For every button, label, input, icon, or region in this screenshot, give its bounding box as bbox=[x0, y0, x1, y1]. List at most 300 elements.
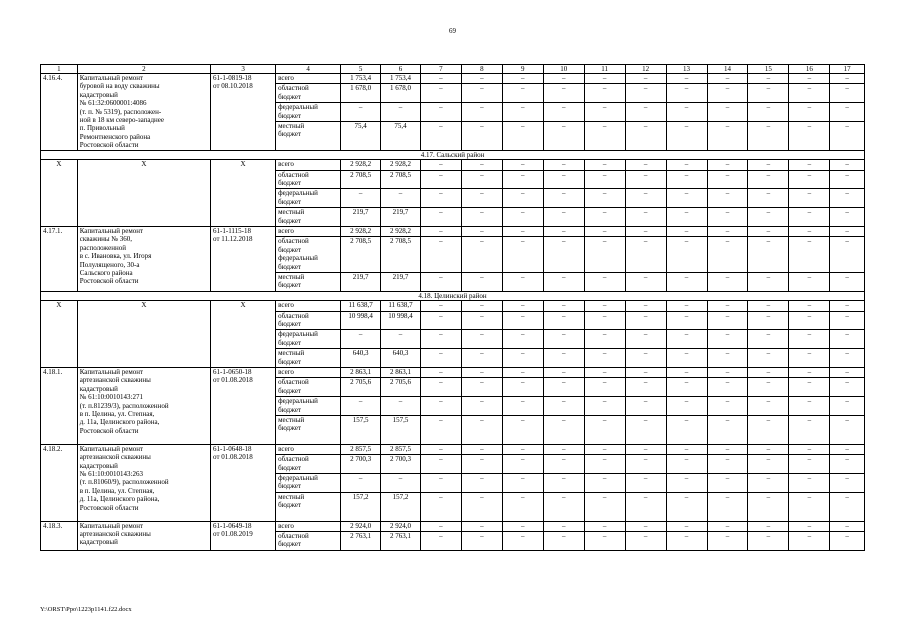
value-col-17: – bbox=[830, 349, 865, 368]
value-col-12: – bbox=[625, 473, 666, 492]
registration-number bbox=[211, 74, 276, 151]
value-col-6: 640,3 bbox=[381, 349, 421, 368]
value-col-11: – bbox=[584, 170, 625, 189]
value-col-17: – bbox=[830, 170, 865, 189]
value-col-14: – bbox=[707, 311, 748, 330]
description-line: Ростовской области bbox=[79, 277, 139, 286]
description-line: в п. Целина, ул. Степная, bbox=[79, 409, 155, 418]
value-col-13: – bbox=[666, 492, 707, 521]
value-col-9: – bbox=[502, 444, 543, 454]
value-col-15: – bbox=[748, 226, 789, 236]
value-col-13: – bbox=[666, 226, 707, 236]
value-col-17: – bbox=[830, 367, 865, 377]
value-col-9: – bbox=[502, 272, 543, 291]
registration-line: Х bbox=[240, 301, 246, 310]
value-col-8: – bbox=[461, 301, 502, 311]
value-col-14: – bbox=[707, 301, 748, 311]
funding-source-line: федеральный bbox=[278, 473, 318, 482]
value-col-5: 2 700,3 bbox=[341, 455, 381, 474]
value-col-12: – bbox=[625, 311, 666, 330]
value-col-6: – bbox=[381, 473, 421, 492]
funding-source-line: федеральный bbox=[278, 103, 318, 112]
value-col-11: – bbox=[584, 330, 625, 349]
column-header-5: 5 bbox=[341, 65, 381, 74]
value-col-10: – bbox=[543, 84, 584, 103]
value-col-16: – bbox=[789, 521, 830, 531]
value-col-10: – bbox=[543, 415, 584, 444]
value-col-6: 11 638,7 bbox=[381, 301, 421, 311]
funding-source-line: федеральный bbox=[278, 189, 318, 198]
column-header-6: 6 bbox=[381, 65, 421, 74]
value-col-11: – bbox=[584, 103, 625, 122]
description-line: кадастровый bbox=[79, 384, 118, 393]
value-col-8: – bbox=[461, 378, 502, 397]
funding-source-line: областной bbox=[278, 84, 309, 93]
item-number: 4.17.1. bbox=[41, 226, 78, 291]
value-col-10: – bbox=[543, 74, 584, 84]
column-number-row bbox=[41, 65, 865, 74]
value-col-8: – bbox=[461, 74, 502, 84]
value-col-12: – bbox=[625, 208, 666, 227]
value-col-7: – bbox=[420, 492, 461, 521]
funding-source-line: бюджет bbox=[278, 338, 302, 347]
funding-source bbox=[276, 521, 341, 531]
value-col-10: – bbox=[543, 531, 584, 550]
description-line: № 61:10:0010143:263 bbox=[79, 469, 143, 478]
value-col-13: – bbox=[666, 397, 707, 416]
description-line: кадастровый bbox=[79, 461, 118, 470]
funding-source-line: областной bbox=[278, 378, 309, 387]
value-col-15: – bbox=[748, 84, 789, 103]
value-col-16: – bbox=[789, 208, 830, 227]
funding-source-line: местный bbox=[278, 272, 305, 281]
column-header-1: 1 bbox=[41, 65, 78, 74]
funding-source-line: всего bbox=[278, 301, 294, 310]
value-col-12: – bbox=[625, 330, 666, 349]
value-col-16: – bbox=[789, 189, 830, 208]
column-header-15: 15 bbox=[748, 65, 789, 74]
value-col-5: – bbox=[341, 189, 381, 208]
value-col-8: – bbox=[461, 415, 502, 444]
registration-line: от 08.10.2018 bbox=[213, 82, 253, 91]
value-col-17: – bbox=[830, 473, 865, 492]
value-col-11: – bbox=[584, 521, 625, 531]
value-col-13: – bbox=[666, 531, 707, 550]
value-col-9: – bbox=[502, 473, 543, 492]
value-col-5: – bbox=[341, 397, 381, 416]
value-col-5: 640,3 bbox=[341, 349, 381, 368]
value-col-15: – bbox=[748, 349, 789, 368]
value-col-16: – bbox=[789, 397, 830, 416]
value-col-12: – bbox=[625, 237, 666, 273]
value-col-14: – bbox=[707, 208, 748, 227]
funding-source-line: областной bbox=[278, 455, 309, 464]
value-col-8: – bbox=[461, 272, 502, 291]
table-row bbox=[41, 160, 865, 170]
funding-source-line: всего bbox=[278, 226, 294, 235]
value-col-16: – bbox=[789, 415, 830, 444]
funding-source-line: бюджет bbox=[278, 197, 302, 206]
registration-number bbox=[211, 226, 276, 291]
value-col-8: – bbox=[461, 84, 502, 103]
value-col-6: – bbox=[381, 103, 421, 122]
value-col-8: – bbox=[461, 189, 502, 208]
value-col-9: – bbox=[502, 160, 543, 170]
description-line: № 61:10:0010143:271 bbox=[79, 393, 143, 402]
value-col-13: – bbox=[666, 272, 707, 291]
value-col-12: – bbox=[625, 226, 666, 236]
funding-source-line: местный bbox=[278, 208, 305, 217]
funding-source-line: бюджет bbox=[278, 405, 302, 414]
value-col-16: – bbox=[789, 444, 830, 454]
value-col-12: – bbox=[625, 272, 666, 291]
value-col-9: – bbox=[502, 531, 543, 550]
value-col-17: – bbox=[830, 397, 865, 416]
section-title: 4.18. Целинский район bbox=[41, 291, 865, 300]
value-col-10: – bbox=[543, 121, 584, 150]
description-line: Х bbox=[141, 160, 147, 169]
value-col-7: – bbox=[420, 415, 461, 444]
value-col-9: – bbox=[502, 378, 543, 397]
value-col-5: 11 638,7 bbox=[341, 301, 381, 311]
value-col-17: – bbox=[830, 189, 865, 208]
value-col-9: – bbox=[502, 367, 543, 377]
value-col-6: – bbox=[381, 330, 421, 349]
value-col-14: – bbox=[707, 272, 748, 291]
value-col-13: – bbox=[666, 103, 707, 122]
value-col-13: – bbox=[666, 74, 707, 84]
value-col-14: – bbox=[707, 160, 748, 170]
value-col-14: – bbox=[707, 444, 748, 454]
value-col-9: – bbox=[502, 74, 543, 84]
value-col-9: – bbox=[502, 189, 543, 208]
description-line: кадастровый bbox=[79, 90, 118, 99]
funding-source bbox=[276, 531, 341, 550]
funding-source-line: всего bbox=[278, 367, 294, 376]
value-col-12: – bbox=[625, 160, 666, 170]
value-col-16: – bbox=[789, 367, 830, 377]
value-col-8: – bbox=[461, 521, 502, 531]
value-col-13: – bbox=[666, 189, 707, 208]
value-col-8: – bbox=[461, 226, 502, 236]
value-col-10: – bbox=[543, 349, 584, 368]
value-col-7: – bbox=[420, 521, 461, 531]
description-line: Капитальный ремонт bbox=[79, 367, 144, 376]
description-line: (т. п. № 5319), расположен- bbox=[79, 107, 162, 116]
value-col-5: 2 708,5 bbox=[341, 170, 381, 189]
value-col-5: 2 928,2 bbox=[341, 226, 381, 236]
value-col-15: – bbox=[748, 492, 789, 521]
funding-source-line: местный bbox=[278, 415, 305, 424]
value-col-17: – bbox=[830, 301, 865, 311]
value-col-12: – bbox=[625, 531, 666, 550]
funding-source-line: бюджет bbox=[278, 178, 302, 187]
column-header-7: 7 bbox=[420, 65, 461, 74]
funding-source-line: бюджет bbox=[278, 245, 302, 254]
value-col-9: – bbox=[502, 397, 543, 416]
value-col-14: – bbox=[707, 170, 748, 189]
description-line: Х bbox=[141, 301, 147, 310]
description-line: Капитальный ремонт bbox=[79, 74, 144, 82]
value-col-7: – bbox=[420, 208, 461, 227]
value-col-15: – bbox=[748, 170, 789, 189]
funding-source bbox=[276, 170, 341, 189]
item-number: 4.18.1. bbox=[41, 367, 78, 444]
column-header-8: 8 bbox=[461, 65, 502, 74]
value-col-9: – bbox=[502, 170, 543, 189]
value-col-13: – bbox=[666, 311, 707, 330]
value-col-8: – bbox=[461, 397, 502, 416]
funding-source-line: областной bbox=[278, 170, 309, 179]
funding-source-line: бюджет bbox=[278, 540, 302, 549]
value-col-8: – bbox=[461, 237, 502, 273]
value-col-11: – bbox=[584, 473, 625, 492]
value-col-10: – bbox=[543, 444, 584, 454]
funding-source-line: бюджет bbox=[278, 319, 302, 328]
value-col-11: – bbox=[584, 208, 625, 227]
column-header-17: 17 bbox=[830, 65, 865, 74]
description-line: № 61:32:0600001:4086 bbox=[79, 99, 147, 108]
description-line: расположенной bbox=[79, 243, 127, 252]
funding-source bbox=[276, 189, 341, 208]
description-line: п. Привольный bbox=[79, 124, 125, 133]
value-col-15: – bbox=[748, 444, 789, 454]
value-col-14: – bbox=[707, 226, 748, 236]
value-col-5: 2 708,5 bbox=[341, 237, 381, 273]
value-col-9: – bbox=[502, 349, 543, 368]
value-col-10: – bbox=[543, 272, 584, 291]
value-col-12: – bbox=[625, 84, 666, 103]
value-col-8: – bbox=[461, 367, 502, 377]
table-row bbox=[41, 301, 865, 311]
funding-source bbox=[276, 349, 341, 368]
funding-source bbox=[276, 455, 341, 474]
value-col-14: – bbox=[707, 74, 748, 84]
budget-table bbox=[40, 64, 865, 551]
value-col-11: – bbox=[584, 74, 625, 84]
value-col-11: – bbox=[584, 84, 625, 103]
value-col-15: – bbox=[748, 415, 789, 444]
section-title: 4.17. Сальский район bbox=[41, 150, 865, 159]
value-col-14: – bbox=[707, 492, 748, 521]
value-col-13: – bbox=[666, 521, 707, 531]
value-col-15: – bbox=[748, 237, 789, 273]
value-col-5: 219,7 bbox=[341, 208, 381, 227]
value-col-8: – bbox=[461, 170, 502, 189]
column-header-14: 14 bbox=[707, 65, 748, 74]
registration-line: Х bbox=[240, 160, 246, 169]
value-col-6: 2 924,0 bbox=[381, 521, 421, 531]
value-col-13: – bbox=[666, 349, 707, 368]
value-col-15: – bbox=[748, 473, 789, 492]
value-col-11: – bbox=[584, 397, 625, 416]
value-col-16: – bbox=[789, 301, 830, 311]
value-col-10: – bbox=[543, 378, 584, 397]
value-col-12: – bbox=[625, 170, 666, 189]
table-row bbox=[41, 367, 865, 377]
value-col-5: 157,5 bbox=[341, 415, 381, 444]
value-col-13: – bbox=[666, 378, 707, 397]
item-number: 4.18.2. bbox=[41, 444, 78, 521]
value-col-17: – bbox=[830, 455, 865, 474]
value-col-10: – bbox=[543, 103, 584, 122]
value-col-6: 219,7 bbox=[381, 272, 421, 291]
value-col-6: 2 708,5 bbox=[381, 170, 421, 189]
value-col-13: – bbox=[666, 367, 707, 377]
value-col-5: – bbox=[341, 330, 381, 349]
value-col-8: – bbox=[461, 121, 502, 150]
description-line: (т. п.81239/3), расположенной bbox=[79, 401, 169, 410]
value-col-15: – bbox=[748, 330, 789, 349]
value-col-15: – bbox=[748, 397, 789, 416]
column-header-11: 11 bbox=[584, 65, 625, 74]
value-col-7: – bbox=[420, 84, 461, 103]
value-col-17: – bbox=[830, 226, 865, 236]
value-col-16: – bbox=[789, 74, 830, 84]
value-col-5: 2 928,2 bbox=[341, 160, 381, 170]
value-col-16: – bbox=[789, 473, 830, 492]
value-col-11: – bbox=[584, 189, 625, 208]
description-line: Капитальный ремонт bbox=[79, 226, 144, 235]
value-col-17: – bbox=[830, 74, 865, 84]
funding-source-line: бюджет bbox=[278, 424, 302, 433]
value-col-5: 2 857,5 bbox=[341, 444, 381, 454]
value-col-16: – bbox=[789, 170, 830, 189]
value-col-13: – bbox=[666, 121, 707, 150]
funding-source bbox=[276, 397, 341, 416]
value-col-8: – bbox=[461, 473, 502, 492]
value-col-14: – bbox=[707, 378, 748, 397]
funding-source-line: бюджет bbox=[278, 281, 302, 290]
value-col-16: – bbox=[789, 160, 830, 170]
registration-line: 61-1-0819-18 bbox=[213, 74, 252, 82]
description-line: Капитальный ремонт bbox=[79, 521, 144, 530]
page-number: 69 bbox=[449, 27, 456, 35]
item-number: Х bbox=[41, 301, 78, 368]
value-col-11: – bbox=[584, 531, 625, 550]
value-col-11: – bbox=[584, 311, 625, 330]
value-col-15: – bbox=[748, 378, 789, 397]
value-col-13: – bbox=[666, 301, 707, 311]
value-col-11: – bbox=[584, 349, 625, 368]
funding-source-line: местный bbox=[278, 492, 305, 501]
value-col-8: – bbox=[461, 349, 502, 368]
value-col-10: – bbox=[543, 492, 584, 521]
value-col-11: – bbox=[584, 378, 625, 397]
value-col-6: 157,2 bbox=[381, 492, 421, 521]
value-col-17: – bbox=[830, 272, 865, 291]
value-col-11: – bbox=[584, 272, 625, 291]
value-col-8: – bbox=[461, 330, 502, 349]
value-col-15: – bbox=[748, 455, 789, 474]
registration-line: от 01.08.2019 bbox=[213, 529, 253, 538]
description-line: артезианской скважины bbox=[79, 376, 151, 385]
value-col-5: 2 863,1 bbox=[341, 367, 381, 377]
value-col-9: – bbox=[502, 103, 543, 122]
file-path-footer: Y:\ORST\Ppo\1223p1141.f22.docx bbox=[40, 606, 132, 613]
value-col-9: – bbox=[502, 301, 543, 311]
value-col-13: – bbox=[666, 330, 707, 349]
funding-source bbox=[276, 415, 341, 444]
value-col-12: – bbox=[625, 301, 666, 311]
value-col-5: 2 763,1 bbox=[341, 531, 381, 550]
value-col-6: 2 857,5 bbox=[381, 444, 421, 454]
value-col-14: – bbox=[707, 473, 748, 492]
description-line: Полулященого, 30-а bbox=[79, 260, 140, 269]
funding-source-line: федеральный bbox=[278, 397, 318, 406]
registration-number bbox=[211, 521, 276, 550]
item-number: 4.16.4. bbox=[41, 74, 78, 151]
value-col-13: – bbox=[666, 84, 707, 103]
funding-source-line: федеральный bbox=[278, 330, 318, 339]
description-line: д. 11а, Целинского района, bbox=[79, 418, 160, 427]
column-header-4: 4 bbox=[276, 65, 341, 74]
value-col-17: – bbox=[830, 208, 865, 227]
value-col-17: – bbox=[830, 492, 865, 521]
description-line: (т. п.81060/9), расположенной bbox=[79, 478, 169, 487]
value-col-7: – bbox=[420, 170, 461, 189]
value-col-9: – bbox=[502, 121, 543, 150]
funding-source bbox=[276, 84, 341, 103]
value-col-14: – bbox=[707, 397, 748, 416]
description-line: Сальского района bbox=[79, 269, 133, 277]
value-col-14: – bbox=[707, 367, 748, 377]
funding-source-line: федеральный bbox=[278, 254, 318, 263]
description-line: буровой на воду скважины bbox=[79, 82, 160, 91]
value-col-11: – bbox=[584, 226, 625, 236]
value-col-14: – bbox=[707, 189, 748, 208]
funding-source-line: бюджет bbox=[278, 216, 302, 225]
value-col-5: 10 998,4 bbox=[341, 311, 381, 330]
description-line: Капитальный ремонт bbox=[79, 444, 144, 453]
value-col-7: – bbox=[420, 397, 461, 416]
value-col-15: – bbox=[748, 189, 789, 208]
value-col-16: – bbox=[789, 272, 830, 291]
value-col-6: 2 705,6 bbox=[381, 378, 421, 397]
value-col-8: – bbox=[461, 531, 502, 550]
value-col-15: – bbox=[748, 160, 789, 170]
value-col-7: – bbox=[420, 330, 461, 349]
section-row bbox=[41, 291, 865, 300]
value-col-14: – bbox=[707, 103, 748, 122]
value-col-15: – bbox=[748, 208, 789, 227]
registration-number bbox=[211, 160, 276, 227]
funding-source bbox=[276, 492, 341, 521]
value-col-12: – bbox=[625, 397, 666, 416]
value-col-13: – bbox=[666, 237, 707, 273]
funding-source-line: бюджет bbox=[278, 357, 302, 366]
value-col-8: – bbox=[461, 160, 502, 170]
value-col-10: – bbox=[543, 301, 584, 311]
value-col-15: – bbox=[748, 74, 789, 84]
value-col-12: – bbox=[625, 367, 666, 377]
value-col-16: – bbox=[789, 103, 830, 122]
value-col-9: – bbox=[502, 330, 543, 349]
funding-source bbox=[276, 74, 341, 84]
funding-source bbox=[276, 208, 341, 227]
value-col-14: – bbox=[707, 121, 748, 150]
value-col-7: – bbox=[420, 311, 461, 330]
funding-source bbox=[276, 160, 341, 170]
funding-source-line: бюджет bbox=[278, 262, 302, 271]
value-col-7: – bbox=[420, 272, 461, 291]
column-header-9: 9 bbox=[502, 65, 543, 74]
value-col-6: 2 700,3 bbox=[381, 455, 421, 474]
funding-source-line: всего bbox=[278, 444, 294, 453]
item-description bbox=[77, 521, 210, 550]
value-col-5: 219,7 bbox=[341, 272, 381, 291]
value-col-10: – bbox=[543, 367, 584, 377]
